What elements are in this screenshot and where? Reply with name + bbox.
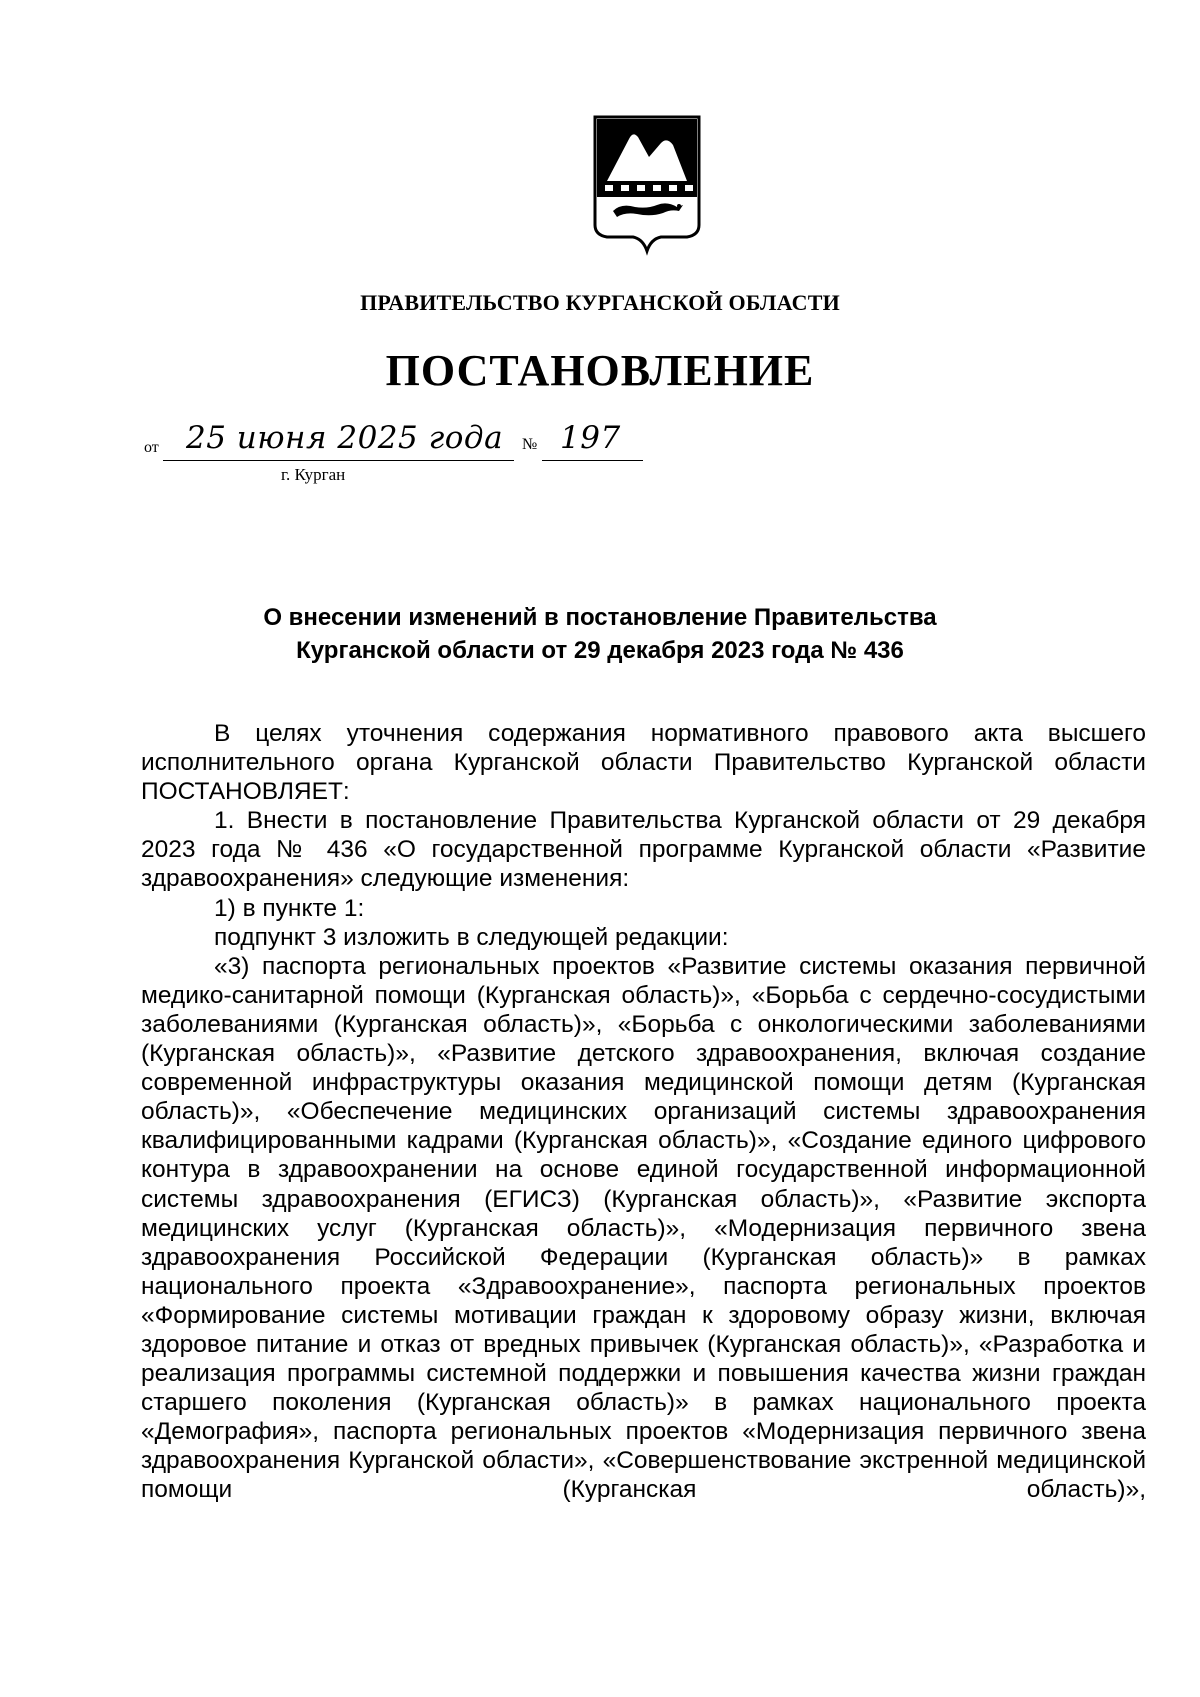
document-subject (0, 601, 1200, 667)
city-label: г. Курган (281, 465, 346, 484)
government-title: ПРАВИТЕЛЬСТВО КУРГАНСКОЙ ОБЛАСТИ (360, 290, 840, 315)
document-body (141, 719, 1146, 1505)
paragraph-new-wording: «3) паспорта региональных проектов «Развитие системы оказания первичной медико-санитарной помощи (Курганская область)», «Борьба с сердечно-сосудистыми заболеваниями (Курганская область)», «Борьба с онкологическими заболеваниями (Курганская область)», «Развитие детского здравоохранения, включая создание современной инфраструктуры оказания медицинской помощи детям (Курганская область)», «Обеспечение медицинских организаций системы здравоохранения квалифицированными кадрами (Курганская область)», «Создание единого цифрового контура в здравоохранении на основе единой государственной информационной системы здравоохранения (ЕГИСЗ) (Курганская область)», «Развитие экспорта медицинских услуг (Курганская область)», «Модернизация первичного звена здравоохранения Российской Федерации (Курганская область)» в рамках национального проекта «Здравоохранение», паспорта региональных проектов «Формирование системы мотивации граждан к здоровому образу жизни, включая здоровое питание и отказ от вредных привычек (Курганская область)», «Разработка и реализация программы системной поддержки и повышения качества жизни граждан старшего поколения (Курганская область)» в рамках национального проекта «Демография», паспорта региональных проектов «Модернизация первичного звена здравоохранения Курганской области», «Совершенствование экстренной медицинской помощи (Курганская область)», (141, 952, 1146, 1504)
subject-line-1: О внесении изменений в постановление Правительства (263, 604, 937, 631)
paragraph-subpoint-3: подпункт 3 изложить в следующей редакции: (214, 923, 729, 951)
paragraph-subitem-1: 1) в пункте 1: (214, 894, 365, 922)
paragraph-item-1: 1. Внести в постановление Правительства Курганской области от 29 декабря 2023 года № 436 «О государственной программе Курганской области «Развитие здравоохранения» следующие изменения: (141, 807, 1146, 893)
number-prefix: № (522, 436, 538, 453)
handwritten-date: 25 июня 2025 года (186, 420, 504, 456)
paragraph-preamble: В целях уточнения содержания нормативного правового акта высшего исполнительного органа Курганской области Правительство Курганской области ПОСТАНОВЛЯЕТ: (141, 720, 1146, 806)
coat-of-arms-icon (591, 113, 703, 259)
subject-line-2: Курганской области от 29 декабря 2023 года № 436 (296, 637, 904, 664)
handwritten-number: 197 (560, 420, 621, 456)
document-type-title: ПОСТАНОВЛЕНИЕ (385, 346, 815, 395)
date-prefix: от (144, 439, 159, 456)
